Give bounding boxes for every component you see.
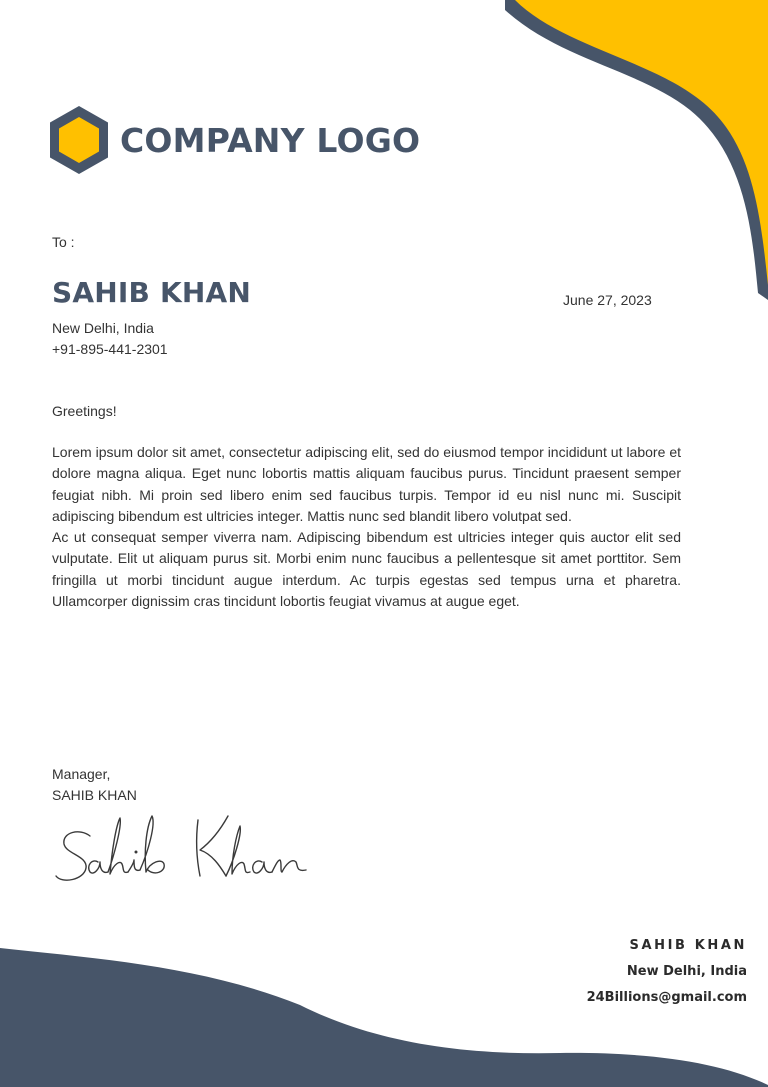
recipient-address: New Delhi, India <box>52 320 154 336</box>
hexagon-logo-icon <box>48 104 110 176</box>
to-label: To : <box>52 234 75 250</box>
recipient-contact <box>52 318 168 360</box>
closing-name: SAHIB KHAN <box>52 787 137 803</box>
sender-name: SAHIB KHAN <box>629 938 747 953</box>
company-logo-text: COMPANY LOGO <box>120 120 421 160</box>
sender-email: 24Billions@gmail.com <box>586 990 747 1005</box>
letter-body <box>52 442 681 612</box>
recipient-name: SAHIB KHAN <box>52 276 252 309</box>
handwritten-signature <box>50 806 320 896</box>
sender-location: New Delhi, India <box>626 964 747 979</box>
company-logo <box>48 104 420 176</box>
greeting: Greetings! <box>52 403 117 419</box>
closing-block <box>52 764 137 806</box>
letter-date: June 27, 2023 <box>563 292 652 308</box>
closing-title: Manager, <box>52 766 111 782</box>
body-paragraph: Ac ut consequat semper viverra nam. Adipiscing bibendum est ultricies integer quis auctor elit sed vulputate. Elit ut aliquam purus sit. Morbi enim nunc faucibus a pellentesque sit amet porttitor. Sem fringilla ut morbi tincidunt augue interdum. Ac turpis egestas sed tempus urna et pharetra. Ullamcorper dignissim cras tincidunt lobortis feugiat vivamus at augue eget. <box>52 529 681 610</box>
sender-block <box>587 933 747 1011</box>
body-paragraph: Lorem ipsum dolor sit amet, consectetur adipiscing elit, sed do eiusmod tempor incididunt ut labore et dolore magna aliqua. Eget nunc lobortis mattis aliquam faucibus purus. Tincidunt praesent semper feugiat nibh. Mi proin sed libero enim sed faucibus turpis. Tempor id eu nisl nunc mi. Suscipit adipiscing bibendum est ultricies integer. Mattis nunc sed blandit libero volutpat sed. <box>52 444 681 524</box>
recipient-phone: +91-895-441-2301 <box>52 341 168 357</box>
